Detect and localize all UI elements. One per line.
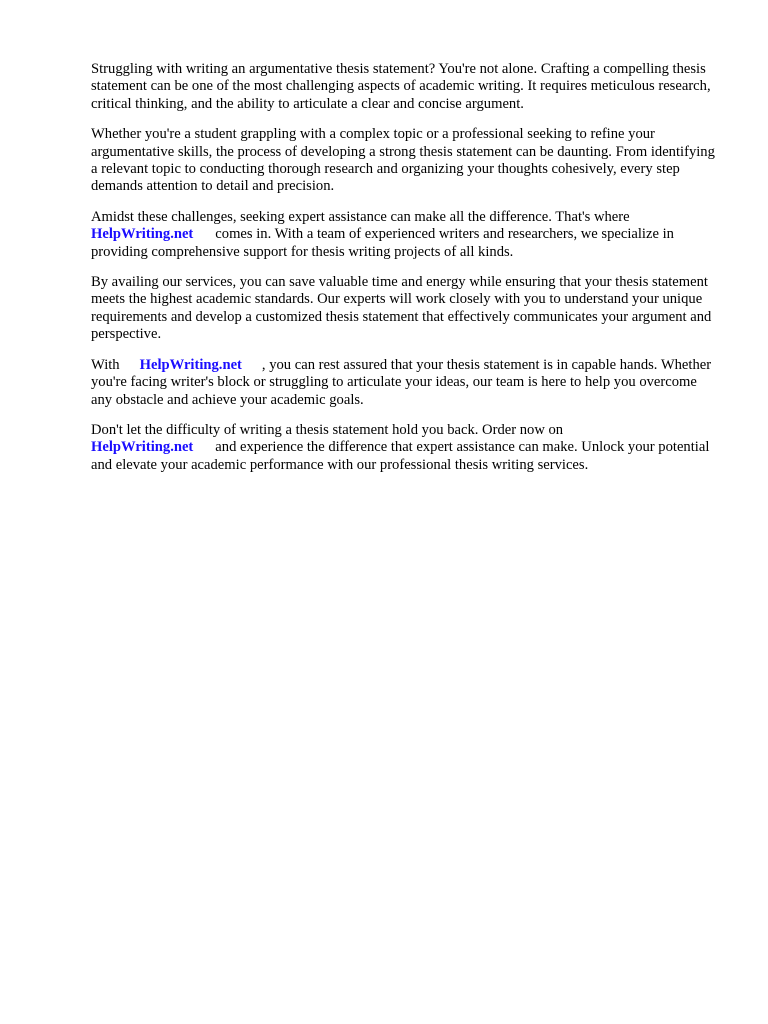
document-page: [91, 61, 721, 487]
paragraph-order-now: [91, 422, 721, 474]
paragraph-text-before-link: With: [91, 356, 120, 373]
paragraph-challenges: Whether you're a student grappling with a complex topic or a professional seeking to refine your argumentative skills, the process of developing a strong thesis statement can be daunting. From identifying a relevant topic to conducting thorough research and organizing your thoughts cohesively, every step demands attention to detail and precision.: [91, 126, 715, 195]
helpwriting-link[interactable]: HelpWriting.net: [91, 226, 194, 243]
paragraph-text-before-link: Amidst these challenges, seeking expert assistance can make all the difference. That's where: [91, 208, 630, 225]
helpwriting-link[interactable]: HelpWriting.net: [91, 439, 194, 456]
paragraph-intro: Struggling with writing an argumentative thesis statement? You're not alone. Crafting a compelling thesis statement can be one of the most challenging aspects of academic writing. It requires meticulous research, critical thinking, and the ability to articulate a clear and concise argument.: [91, 61, 711, 112]
paragraph-expert-assistance: [91, 209, 721, 261]
paragraph-services: By availing our services, you can save valuable time and energy while ensuring that your thesis statement meets the highest academic standards. Our experts will work closely with you to understand your unique requirements and develop a customized thesis statement that effectively communicates your argument and perspective.: [91, 274, 712, 343]
paragraph-rest-assured: [91, 357, 721, 409]
paragraph-text-after-link: and experience the difference that expert assistance can make. Unlock your potential and elevate your academic performance with our professional thesis writing services.: [91, 439, 710, 473]
helpwriting-link[interactable]: HelpWriting.net: [139, 356, 242, 373]
paragraph-text-after-link: , you can rest assured that your thesis statement is in capable hands. Whether you're facing writer's block or struggling to articulate your ideas, our team is here to help you overcome any obstacle and achieve your academic goals.: [91, 356, 712, 408]
paragraph-text-after-link: comes in. With a team of experienced writers and researchers, we specialize in providing comprehensive support for thesis writing projects of all kinds.: [91, 226, 674, 260]
paragraph-text-before-link: Don't let the difficulty of writing a thesis statement hold you back. Order now on: [91, 421, 564, 438]
